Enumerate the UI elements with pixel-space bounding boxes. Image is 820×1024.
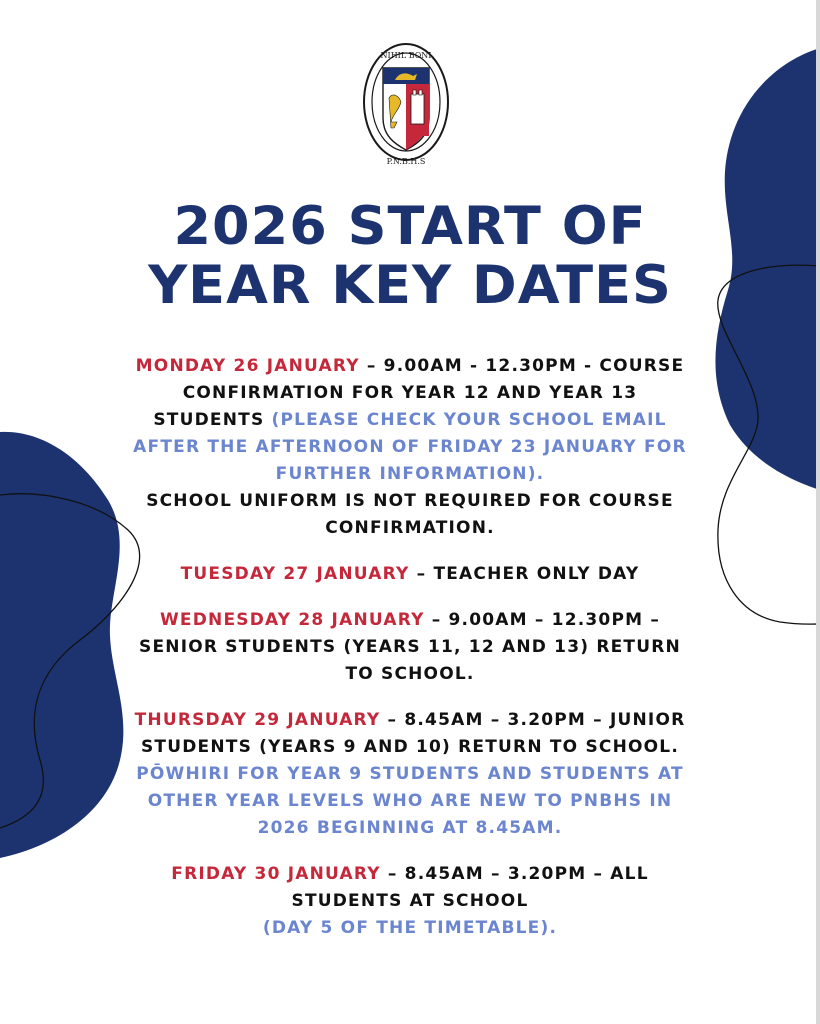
entry-date: MONDAY 26 JANUARY	[135, 356, 360, 376]
svg-text:P.N.B.H.S: P.N.B.H.S	[386, 157, 426, 166]
date-entry-tuesday	[130, 561, 690, 588]
poster-title	[110, 197, 710, 315]
date-entry-friday	[130, 861, 690, 942]
page-edge	[816, 0, 820, 1024]
key-dates-list	[130, 353, 690, 961]
date-entry-monday	[130, 353, 690, 542]
date-entry-thursday	[130, 707, 690, 842]
entry-date: WEDNESDAY 28 JANUARY	[159, 610, 425, 630]
title-line-1: 2026 START OF	[173, 195, 647, 257]
left-blob	[0, 432, 123, 858]
entry-date: THURSDAY 29 JANUARY	[134, 710, 381, 730]
entry-note: PŌWHIRI FOR YEAR 9 STUDENTS AND STUDENTS AT OTHER YEAR LEVELS WHO ARE NEW TO PNBHS IN 2026 BEGINNING AT 8.45AM.	[136, 764, 684, 838]
entry-note: (PLEASE CHECK YOUR SCHOOL EMAIL AFTER THE AFTERNOON OF FRIDAY 23 JANUARY FOR FURTHER INFORMATION).	[133, 410, 687, 484]
svg-text:NIHIL BONI: NIHIL BONI	[380, 51, 432, 60]
school-crest-logo	[361, 40, 451, 172]
title-line-2: YEAR KEY DATES	[148, 254, 672, 316]
right-blob	[715, 48, 820, 490]
entry-details: – 8.45AM – 3.20PM – JUNIOR STUDENTS (YEARS 9 AND 10) RETURN TO SCHOOL.	[140, 710, 686, 757]
date-entry-wednesday	[130, 607, 690, 688]
entry-extra: SCHOOL UNIFORM IS NOT REQUIRED FOR COURSE CONFIRMATION.	[146, 491, 674, 538]
entry-note: (DAY 5 OF THE TIMETABLE).	[262, 918, 558, 938]
entry-details: – 9.00AM – 12.30PM – SENIOR STUDENTS (YEARS 11, 12 AND 13) RETURN TO SCHOOL.	[139, 610, 681, 684]
entry-date: FRIDAY 30 JANUARY	[171, 864, 381, 884]
entry-details: – 9.00AM - 12.30PM - COURSE CONFIRMATION FOR YEAR 12 AND YEAR 13 STUDENTS	[153, 356, 685, 430]
entry-details: – TEACHER ONLY DAY	[409, 564, 640, 584]
entry-date: TUESDAY 27 JANUARY	[180, 564, 410, 584]
entry-details: – 8.45AM – 3.20PM – ALL STUDENTS AT SCHOOL	[291, 864, 649, 911]
